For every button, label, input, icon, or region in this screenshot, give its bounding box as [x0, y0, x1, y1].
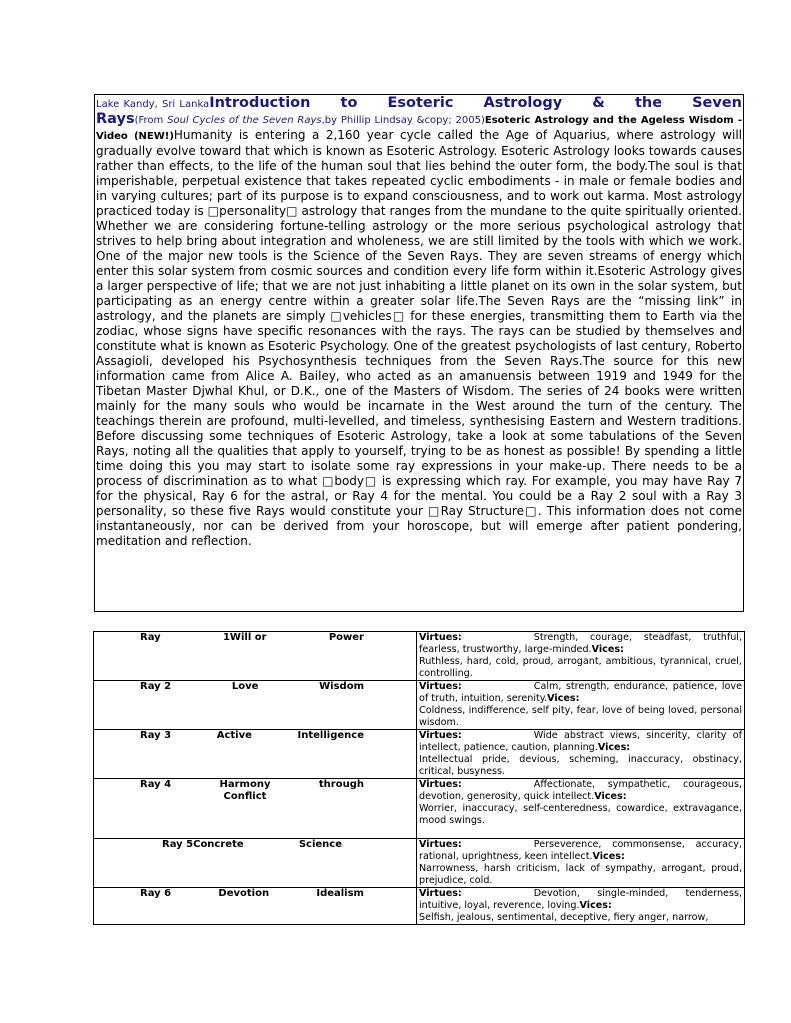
ray-name-part: Ray	[140, 632, 161, 643]
ray-description-cell	[417, 779, 745, 839]
virtues-text: Wide abstract views, sincerity, clarity of intellect, patience, caution, planning.	[419, 730, 742, 753]
ray-name-part: Ray 4	[140, 779, 172, 790]
ray-description-cell	[417, 632, 745, 681]
vices-label: Vices:	[594, 791, 627, 802]
vices-label: Vices:	[597, 742, 631, 753]
virtues-label: Virtues:	[419, 632, 462, 643]
ray-row	[94, 888, 745, 925]
ray-name-part: Ray 6	[140, 888, 172, 899]
intro-box	[94, 94, 744, 612]
ray-name-cell	[94, 779, 417, 839]
ray-name-part: Active	[216, 730, 252, 741]
ray-row	[94, 730, 745, 779]
vices-text: Selfish, jealous, sentimental, deceptive, fiery anger, narrow,	[419, 912, 709, 923]
vices-label: Vices:	[579, 900, 612, 911]
ray-name-part: Intelligence	[297, 730, 364, 741]
virtues-text: Strength, courage, steadfast, truthful, fearless, trustworthy, large-minded.	[419, 632, 742, 655]
ray-name-cell	[94, 681, 417, 730]
ray-row	[94, 632, 745, 681]
vices-label: Vices:	[591, 644, 624, 655]
source-title: Soul Cycles of the Seven Rays	[167, 115, 322, 126]
vices-label: Vices:	[592, 851, 625, 862]
vices-text: Intellectual pride, devious, scheming, inaccuracy, obstinacy, critical, busyness.	[419, 754, 742, 777]
intro-paragraph	[96, 96, 742, 549]
ray-name-part: Ray 5Concrete	[162, 839, 244, 850]
virtues-label: Virtues:	[419, 839, 462, 850]
ray-name-part: Power	[328, 632, 364, 643]
ray-name-part: Love	[231, 681, 259, 692]
virtues-label: Virtues:	[419, 779, 462, 790]
ray-description-cell	[417, 888, 745, 925]
virtues-text: Devotion, single-minded, tenderness, intuitive, loyal, reverence, loving.	[419, 888, 742, 911]
ray-description-cell	[417, 839, 745, 888]
page-title: Introduction to Esoteric Astrology & the Seven Rays	[96, 95, 743, 127]
virtues-label: Virtues:	[419, 888, 462, 899]
ray-name-cell	[94, 839, 417, 888]
ray-description-cell	[417, 681, 745, 730]
virtues-label: Virtues:	[419, 730, 462, 741]
virtues-label: Virtues:	[419, 681, 462, 692]
ray-name-part: Science	[298, 839, 342, 850]
ray-description-cell	[417, 730, 745, 779]
ray-name-part: Ray 2	[140, 681, 172, 692]
source-citation: (From Soul Cycles of the Seven Rays,by Phillip Lindsay &copy; 2005)	[134, 115, 485, 126]
ray-name-part: Ray 3	[140, 730, 172, 741]
ray-name-part: Wisdom	[319, 681, 364, 692]
vices-text: Ruthless, hard, cold, proud, arrogant, ambitious, tyrannical, cruel, controlling.	[419, 656, 742, 679]
virtues-text: Calm, strength, endurance, patience, love of truth, intuition, serenity.	[419, 681, 742, 704]
ray-name-cell	[94, 730, 417, 779]
ray-row	[94, 839, 745, 888]
vices-text: Worrier, inaccuracy, self-centeredness, cowardice, extravagance, mood swings.	[419, 803, 742, 826]
vices-text: Coldness, indifference, self pity, fear, love of being loved, personal wisdom.	[419, 705, 742, 728]
intro-body: Humanity is entering a 2,160 year cycle called the Age of Aquarius, where astrology will gradually evolve toward that which is known as Esoteric Astrology. Esoteric Astrology looks towards causes rather than effects, to the life of the human soul that lies behind the outer form, the body.The soul is that imperishable, perpetual existence that takes repeated cyclic embodiments - in male or female bodies and in varying cultures; part of its purpose is to expand consciousness, and to work out karma. Most astrology practiced today is □personality□ astrology that ranges from the mundane to the quite spiritually oriented. Whether we are considering fortune-telling astrology or the more serious psychological astrology that strives to help bring about integration and wholeness, we are still limited by the tools with which we work. One of the major new tools is the Science of the Seven Rays. They are seven streams of energy which enter this solar system from cosmic sources and condition every life form within it.Esoteric Astrology gives a larger perspective of life; that we are not just inhabiting a little planet on its own in the solar system, but participating as an energy centre within a greater solar life.The Seven Rays are the “missing link” in astrology, and the planets are simply □vehicles□ for these energies, transmitting them to Earth via the zodiac, whose signs have specific resonances with the rays. The rays can be studied by themselves and constitute what is known as Esoteric Psychology. One of the greatest psychologists of last century, Roberto Assagioli, developed his Psychosynthesis techniques from the Seven Rays.The source for this new information came from Alice A. Bailey, who acted as an amanuensis between 1919 and 1949 for the Tibetan Master Djwhal Khul, or D.K., one of the Masters of Wisdom. The series of 24 books were written mainly for the many souls who would be incarnate in the West around the turn of the century. The teachings therein are profound, multi-levelled, and timeless, synthesising Eastern and Western traditions. Before discussing some techniques of Esoteric Astrology, take a look at some tabulations of the Seven Rays, noting all the qualities that apply to yourself, trying to be as honest as possible! By spending a little time doing this you may start to isolate some ray expressions in your make-up. There needs to be a process of discrimination as to what □body□ is expressing which ray. For example, you may have Ray 7 for the physical, Ray 6 for the astral, or Ray 4 for the mental. You could be a Ray 2 soul with a Ray 3 personality, so these five Rays would constitute your □Ray Structure□. This information does not come instantaneously, nor can be derived from your horoscope, but will emerge after patient pondering, meditation and reflection.	[96, 128, 742, 548]
video-link[interactable]: Esoteric Astrology and the Ageless Wisdom - Video (NEW!)	[96, 115, 742, 142]
ray-name-part: 1Will or	[222, 632, 267, 643]
ray-name-part: Idealism	[316, 888, 364, 899]
vices-text: Narrowness, harsh criticism, lack of sympathy, arrogant, proud, prejudice, cold.	[419, 863, 742, 886]
ray-row	[94, 779, 745, 839]
ray-name-part: Harmony Conflict	[219, 779, 271, 802]
location-caption: Lake Kandy, Sri Lanka	[96, 99, 210, 110]
virtues-text: Perseverence, commonsense, accuracy, rational, uprightness, keen intellect.	[419, 839, 742, 862]
ray-row	[94, 681, 745, 730]
rays-table	[93, 631, 745, 925]
ray-name-cell	[94, 888, 417, 925]
ray-name-part: Devotion	[218, 888, 270, 899]
virtues-text: Affectionate, sympathetic, courageous, devotion, generosity, quick intellect.	[419, 779, 742, 802]
ray-name-cell	[94, 632, 417, 681]
ray-name-part: through	[318, 779, 364, 790]
vices-label: Vices:	[547, 693, 580, 704]
